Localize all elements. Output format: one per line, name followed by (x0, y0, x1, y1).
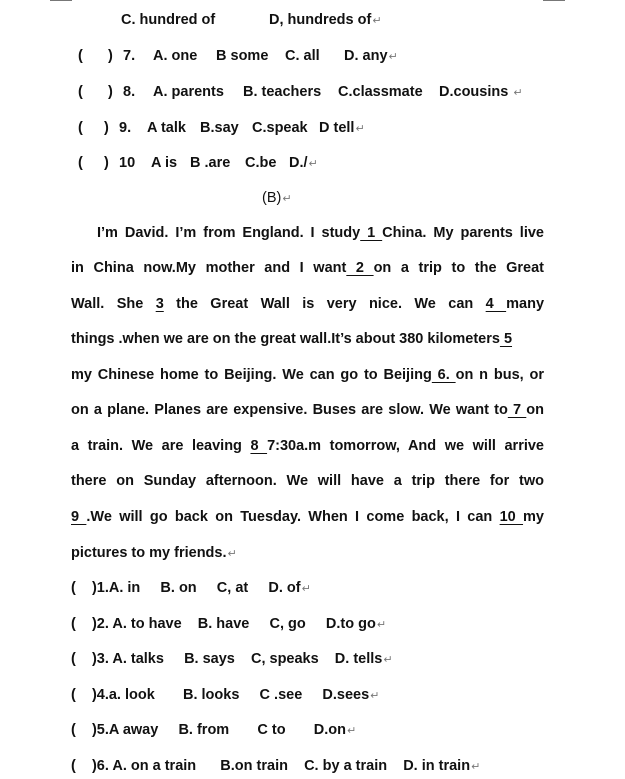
passage-line-3 (71, 292, 544, 316)
question-7 (0, 44, 625, 68)
text: on a trip to the Great (373, 260, 544, 276)
option-a: A. parents (153, 84, 224, 100)
text: things .when we are on the great wall.It’s about 380 kilometers (71, 331, 500, 347)
text: ( )5.A away B. from C to D.on (71, 722, 346, 738)
text: ( )6. A. on a train B.on train C. by a train D. in train (71, 758, 471, 774)
option-a: A talk (147, 120, 186, 136)
option-c: C. hundred of (121, 12, 216, 28)
question-number: 9. (119, 120, 132, 136)
paragraph-mark: ↵ (227, 548, 237, 560)
answer-paren-open: ( (78, 84, 83, 100)
text: .We will go back on Tuesday. When I come back, I can (86, 509, 500, 525)
text: on (526, 402, 545, 418)
option-d: D.cousins ↵ (439, 84, 523, 100)
paragraph-mark: ↵ (347, 725, 357, 737)
answer-item-1 (71, 576, 311, 600)
answer-item-2 (71, 612, 386, 636)
answer-paren-close: ) (104, 155, 109, 171)
paragraph-mark: ↵ (513, 87, 523, 99)
answer-paren-close: ) (108, 84, 113, 100)
option-d: D tell↵ (319, 120, 365, 136)
option-b: B some (216, 48, 269, 64)
question-10 (0, 151, 625, 175)
paragraph-mark: ↵ (376, 619, 387, 631)
text: China. My parents live (382, 225, 544, 241)
text: my (523, 509, 544, 525)
blank-4: 4 (485, 296, 507, 312)
option-a: A is (151, 155, 178, 171)
section-b-title: (B) (262, 190, 282, 206)
text: ( )4.a. look B. looks C .see D.sees (71, 687, 370, 703)
paragraph-mark: ↵ (383, 654, 393, 666)
blank-7: 7 (507, 402, 527, 418)
option-a: A. one (153, 48, 198, 64)
passage-line-9 (71, 505, 544, 529)
paragraph-mark: ↵ (301, 583, 311, 595)
passage-line-1 (97, 221, 544, 245)
answer-item-5 (71, 718, 356, 742)
answer-item-6 (71, 754, 480, 778)
blank-6: 6. (431, 367, 456, 383)
top-left-rule (50, 0, 72, 1)
option-b: B.say (200, 120, 239, 136)
passage-line-6 (71, 398, 544, 422)
blank-2: 2 (346, 260, 374, 276)
option-d: D./↵ (289, 155, 318, 171)
blank-3: 3 (155, 296, 164, 312)
answer-item-3 (71, 647, 393, 671)
paragraph-mark: ↵ (308, 158, 318, 170)
blank-8: 8 (250, 438, 268, 454)
paragraph-mark: ↵ (372, 15, 382, 27)
text: ( )3. A. talks B. says C, speaks D. tells (71, 651, 383, 667)
answer-paren-close: ) (104, 120, 109, 136)
question-6-options-cd (0, 8, 625, 32)
passage-line-2 (71, 256, 544, 280)
text: ( )2. A. to have B. have C, go D.to go (71, 616, 376, 632)
blank-9: 9 (71, 509, 87, 525)
text: pictures to my friends. (71, 545, 227, 561)
text: a train. We are leaving (71, 438, 251, 454)
answer-paren-open: ( (78, 48, 83, 64)
option-b: B. teachers (243, 84, 322, 100)
top-right-rule (543, 0, 565, 1)
passage-line-4 (71, 327, 544, 351)
option-c: C. all (285, 48, 320, 64)
text: Wall. She (71, 296, 156, 312)
question-9 (0, 116, 625, 140)
text: on a plane. Planes are expensive. Buses are slow. We want to (71, 402, 508, 418)
paragraph-mark: ↵ (282, 193, 292, 205)
option-c: C.classmate (338, 84, 423, 100)
passage-line-5 (71, 363, 544, 387)
text: ( )1.A. in B. on C, at D. of (71, 580, 301, 596)
passage-line-10 (71, 541, 544, 565)
question-number: 10 (119, 155, 136, 171)
option-d: D. any↵ (344, 48, 398, 64)
paragraph-mark: ↵ (355, 123, 365, 135)
answer-item-4 (71, 683, 379, 707)
passage-line-7 (71, 434, 544, 458)
question-8 (0, 80, 625, 104)
answer-paren-close: ) (108, 48, 113, 64)
option-d: D, hundreds of↵ (269, 12, 382, 28)
question-number: 8. (123, 84, 136, 100)
option-c: C.speak (252, 120, 308, 136)
text: I’m David. I’m from England. I study (97, 225, 361, 241)
passage-line-8: there on Sunday afternoon. We will have a trip there for two (71, 473, 544, 489)
blank-1: 1 (360, 225, 383, 241)
text: 7:30a.m tomorrow, And we will arrive (267, 438, 544, 454)
paragraph-mark: ↵ (388, 51, 398, 63)
option-c: C.be (245, 155, 277, 171)
blank-5: 5 (499, 331, 513, 347)
text: the Great Wall is very nice. We can (163, 296, 486, 312)
text: my Chinese home to Beijing. We can go to Beijing (71, 367, 432, 383)
answer-paren-open: ( (78, 120, 83, 136)
answer-paren-open: ( (78, 155, 83, 171)
question-number: 7. (123, 48, 136, 64)
paragraph-mark: ↵ (370, 690, 380, 702)
option-b: B .are (190, 155, 231, 171)
text: on n bus, or (455, 367, 544, 383)
paragraph-mark: ↵ (471, 761, 481, 773)
text: many (506, 296, 545, 312)
blank-10: 10 (499, 509, 524, 525)
text: in China now.My mother and I want (71, 260, 347, 276)
section-b-heading (0, 186, 625, 210)
